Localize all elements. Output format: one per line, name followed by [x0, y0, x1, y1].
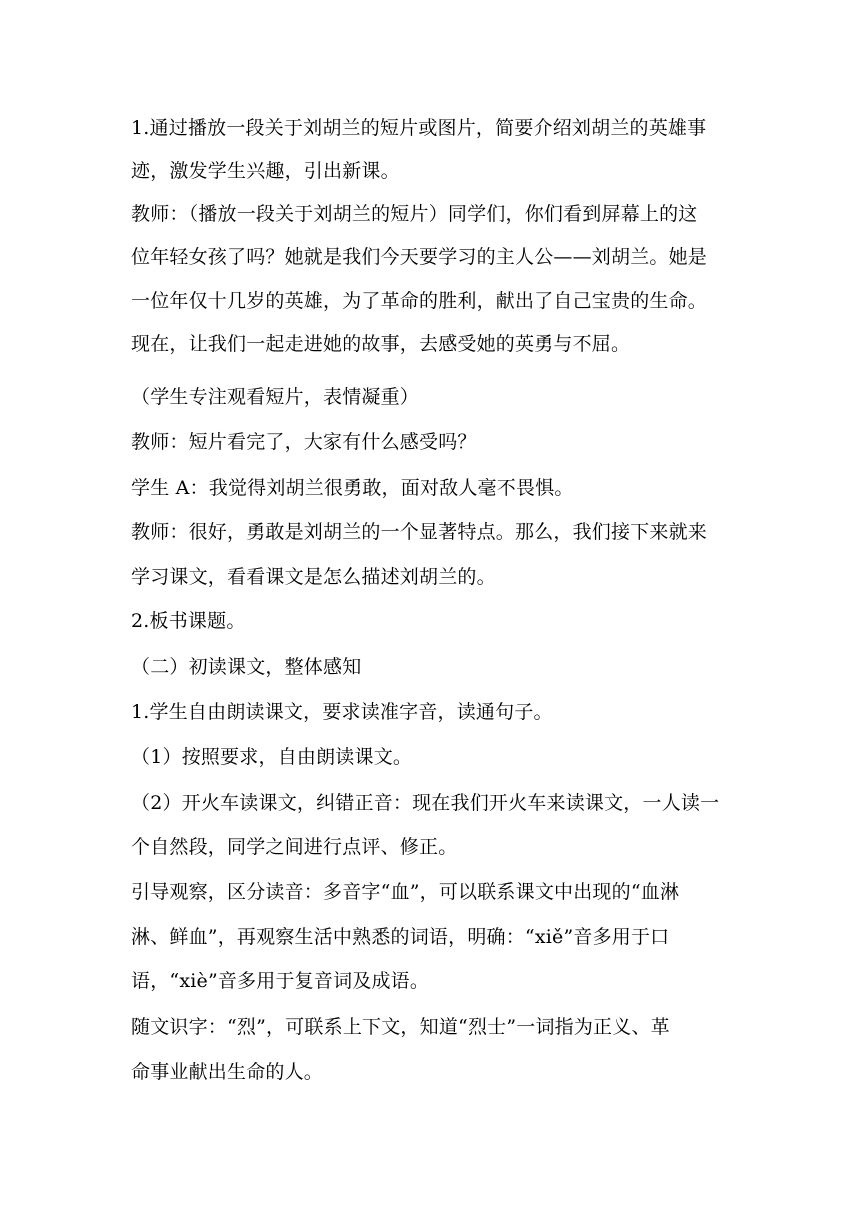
- text-line: 迹，激发学生兴趣，引出新课。: [131, 160, 400, 182]
- text-line: 1.通过播放一段关于刘胡兰的短片或图片，简要介绍刘胡兰的英雄事: [131, 117, 707, 139]
- text-line: 现在，让我们一起走进她的故事，去感受她的英勇与不屈。: [131, 333, 631, 355]
- text-line: 位年轻女孩了吗？她就是我们今天要学习的主人公——刘胡兰。她是: [131, 246, 708, 268]
- text-line: 一位年仅十几岁的英雄，为了革命的胜利，献出了自己宝贵的生命。: [131, 290, 708, 312]
- text-line: 个自然段，同学之间进行点评、修正。: [131, 836, 458, 858]
- text-line: 引导观察，区分读音：多音字“血”，可以联系课文中出现的“血淋: [131, 881, 680, 903]
- text-line: （1）按照要求，自由朗读课文。: [131, 746, 413, 768]
- text-line: （2）开火车读课文，纠错正音：现在我们开火车来读课文，一人读一: [131, 792, 720, 814]
- text-line: 随文识字：“烈”，可联系上下文，知道“烈士”一词指为正义、革: [131, 1016, 670, 1038]
- text-line: 学习课文，看看课文是怎么描述刘胡兰的。: [131, 566, 496, 588]
- text-line: 教师：很好，勇敢是刘胡兰的一个显著特点。那么，我们接下来就来: [131, 521, 708, 543]
- text-line: 教师：短片看完了，大家有什么感受吗？: [131, 431, 477, 453]
- section-heading: （二）初读课文，整体感知: [131, 656, 362, 678]
- text-line: 2.板书课题。: [131, 610, 246, 632]
- text-line: 语，“xiè”音多用于复音词及成语。: [131, 970, 430, 992]
- text-line: （学生专注观看短片，表情凝重）: [131, 386, 420, 408]
- text-line: 1.学生自由朗读课文，要求读准字音，读通句子。: [131, 701, 553, 723]
- text-line: 命事业献出生命的人。: [131, 1061, 324, 1083]
- text-line: 学生 A：我觉得刘胡兰很勇敢，面对敌人毫不畏惧。: [131, 477, 574, 499]
- text-line: 教师：（播放一段关于刘胡兰的短片）同学们，你们看到屏幕上的这: [131, 203, 698, 225]
- text-line: 淋、鲜血”，再观察生活中熟悉的词语，明确：“xiě”音多用于口: [131, 926, 670, 948]
